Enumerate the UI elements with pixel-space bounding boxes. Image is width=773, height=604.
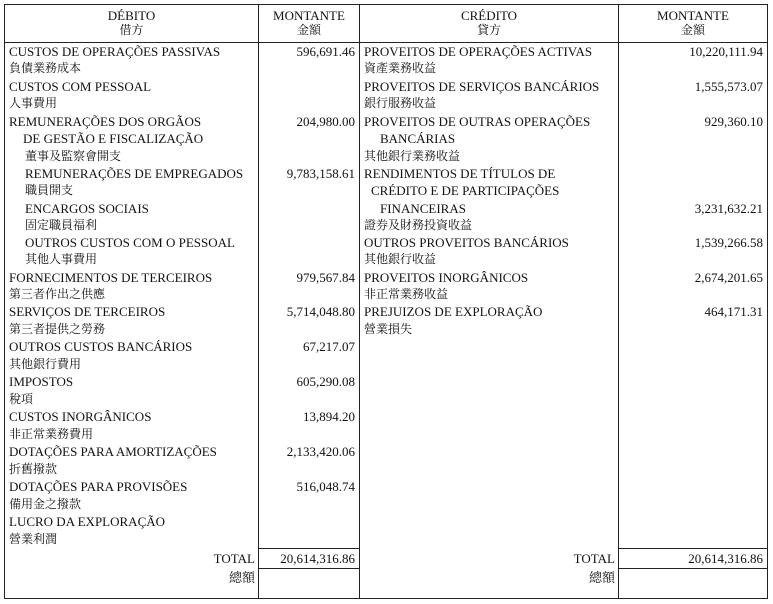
- debit-label-zh: 其他人事費用: [25, 252, 98, 266]
- debit-header-zh: 借方: [119, 23, 144, 37]
- debit-label-zh: 固定職員福利: [25, 218, 98, 232]
- debit-amount-header: [259, 9, 359, 37]
- credit-label-zh: 其他銀行收益: [364, 252, 437, 266]
- credit-label-pt: PREJUIZOS DE EXPLORAÇÃO: [364, 304, 543, 319]
- debit-amount-header-zh: 金額: [296, 23, 321, 37]
- credit-label-pt: RENDIMENTOS DE TÍTULOS DE: [364, 166, 556, 181]
- credit-label-pt: PROVEITOS DE OUTRAS OPERAÇÕES: [364, 114, 591, 129]
- credit-header-zh: 貸方: [476, 23, 501, 37]
- debit-label-zh: 第三者作出之供應: [9, 287, 106, 301]
- debit-label-zh: 人事費用: [9, 96, 58, 110]
- credit-label-zh: 證券及財務投資收益: [364, 218, 473, 232]
- credit-amount-header: [619, 9, 767, 37]
- debit-value: 67,217.07: [303, 339, 355, 354]
- credit-label-zh: 營業損失: [364, 322, 413, 336]
- column-divider: [258, 5, 259, 598]
- debit-total-value: 20,614,316.86: [280, 551, 355, 566]
- debit-value: 9,783,158.61: [286, 166, 355, 181]
- debit-amount-header-pt: MONTANTE: [273, 8, 345, 23]
- debit-label-zh: 非正常業務費用: [9, 427, 94, 441]
- debit-label-pt-cont: DE GESTÃO E FISCALIZAÇÃO: [23, 131, 204, 146]
- debit-header: [5, 9, 258, 37]
- debit-label-zh: 備用金之撥款: [9, 497, 82, 511]
- debit-label-zh: 負債業務成本: [9, 61, 82, 75]
- credit-total-label: TOTAL: [573, 551, 615, 566]
- credit-total-rule: [618, 548, 767, 549]
- debit-label-zh: 董事及監察會開支: [25, 149, 122, 163]
- credit-label-pt: OUTROS PROVEITOS BANCÁRIOS: [364, 235, 569, 250]
- credit-label-zh: 資產業務收益: [364, 61, 437, 75]
- credit-value: 464,171.31: [704, 304, 763, 319]
- debit-value: 204,980.00: [296, 114, 355, 129]
- debit-value: 5,714,048.80: [286, 304, 355, 319]
- credit-header-pt: CRÉDITO: [460, 8, 518, 23]
- debit-label-pt: DOTAÇÕES PARA PROVISÕES: [9, 479, 188, 494]
- credit-value: 3,231,632.21: [694, 201, 763, 216]
- debit-total-rule: [258, 548, 359, 549]
- credit-label-pt-cont: BANCÁRIAS: [380, 131, 456, 146]
- credit-total-value: 20,614,316.86: [688, 551, 763, 566]
- credit-label-pt: PROVEITOS DE SERVIÇOS BANCÁRIOS: [364, 79, 600, 94]
- debit-header-pt: DÉBITO: [107, 8, 156, 23]
- profit-loss-table: [4, 4, 768, 599]
- credit-value: 1,555,573.07: [694, 79, 763, 94]
- credit-amount-header-pt: MONTANTE: [657, 8, 729, 23]
- debit-label-zh: 折舊撥款: [9, 462, 58, 476]
- debit-label-pt: OUTROS CUSTOS COM O PESSOAL: [25, 235, 235, 250]
- credit-label-pt-cont: FINANCEIRAS: [380, 201, 466, 216]
- debit-label-zh: 稅項: [9, 392, 34, 406]
- debit-label-pt: FORNECIMENTOS DE TERCEIROS: [9, 270, 213, 285]
- debit-label-pt: REMUNERAÇÕES DOS ORGÃOS: [9, 114, 202, 129]
- debit-label-zh: 職員開支: [25, 183, 74, 197]
- credit-total-rule-bottom: [618, 568, 767, 569]
- credit-label-pt: PROVEITOS INORGÂNICOS: [364, 270, 529, 285]
- debit-value: 596,691.46: [296, 44, 355, 59]
- credit-value: 10,220,111.94: [689, 44, 763, 59]
- debit-label-zh: 營業利潤: [9, 532, 58, 546]
- credit-value: 2,674,201.65: [694, 270, 763, 285]
- credit-value: 1,539,266.58: [694, 235, 763, 250]
- debit-label-pt: REMUNERAÇÕES DE EMPREGADOS: [25, 166, 244, 181]
- debit-total-label-zh: 總額: [228, 571, 255, 586]
- debit-label-pt: IMPOSTOS: [9, 374, 74, 389]
- debit-label-pt: CUSTOS DE OPERAÇÕES PASSIVAS: [9, 44, 221, 59]
- debit-value: 979,567.84: [296, 270, 355, 285]
- debit-label-pt: LUCRO DA EXPLORAÇÃO: [9, 514, 166, 529]
- credit-label-pt: PROVEITOS DE OPERAÇÕES ACTIVAS: [364, 44, 593, 59]
- debit-total-rule-bottom: [258, 568, 359, 569]
- debit-total-label: TOTAL: [213, 551, 255, 566]
- column-divider: [359, 5, 360, 598]
- debit-value: 13,894.20: [303, 409, 355, 424]
- credit-label-zh: 其他銀行業務收益: [364, 149, 461, 163]
- debit-label-pt: CUSTOS COM PESSOAL: [9, 79, 152, 94]
- credit-header: [360, 9, 618, 37]
- credit-label-zh: 銀行服務收益: [364, 96, 437, 110]
- debit-label-pt: OUTROS CUSTOS BANCÁRIOS: [9, 339, 193, 354]
- debit-value: 516,048.74: [296, 479, 355, 494]
- credit-total-label-zh: 總額: [588, 571, 615, 586]
- credit-label-pt-cont: CRÉDITO E DE PARTICIPAÇÕES: [371, 183, 560, 198]
- debit-label-pt: DOTAÇÕES PARA AMORTIZAÇÕES: [9, 444, 217, 459]
- credit-value: 929,360.10: [704, 114, 763, 129]
- credit-label-zh: 非正常業務收益: [364, 287, 449, 301]
- debit-label-pt: SERVIÇOS DE TERCEIROS: [9, 304, 166, 319]
- debit-value: 2,133,420.06: [286, 444, 355, 459]
- debit-label-pt: ENCARGOS SOCIAIS: [25, 201, 149, 216]
- debit-value: 605,290.08: [296, 374, 355, 389]
- credit-amount-header-zh: 金額: [680, 23, 705, 37]
- debit-label-zh: 第三者提供之勞務: [9, 322, 106, 336]
- debit-label-zh: 其他銀行費用: [9, 357, 82, 371]
- debit-label-pt: CUSTOS INORGÂNICOS: [9, 409, 152, 424]
